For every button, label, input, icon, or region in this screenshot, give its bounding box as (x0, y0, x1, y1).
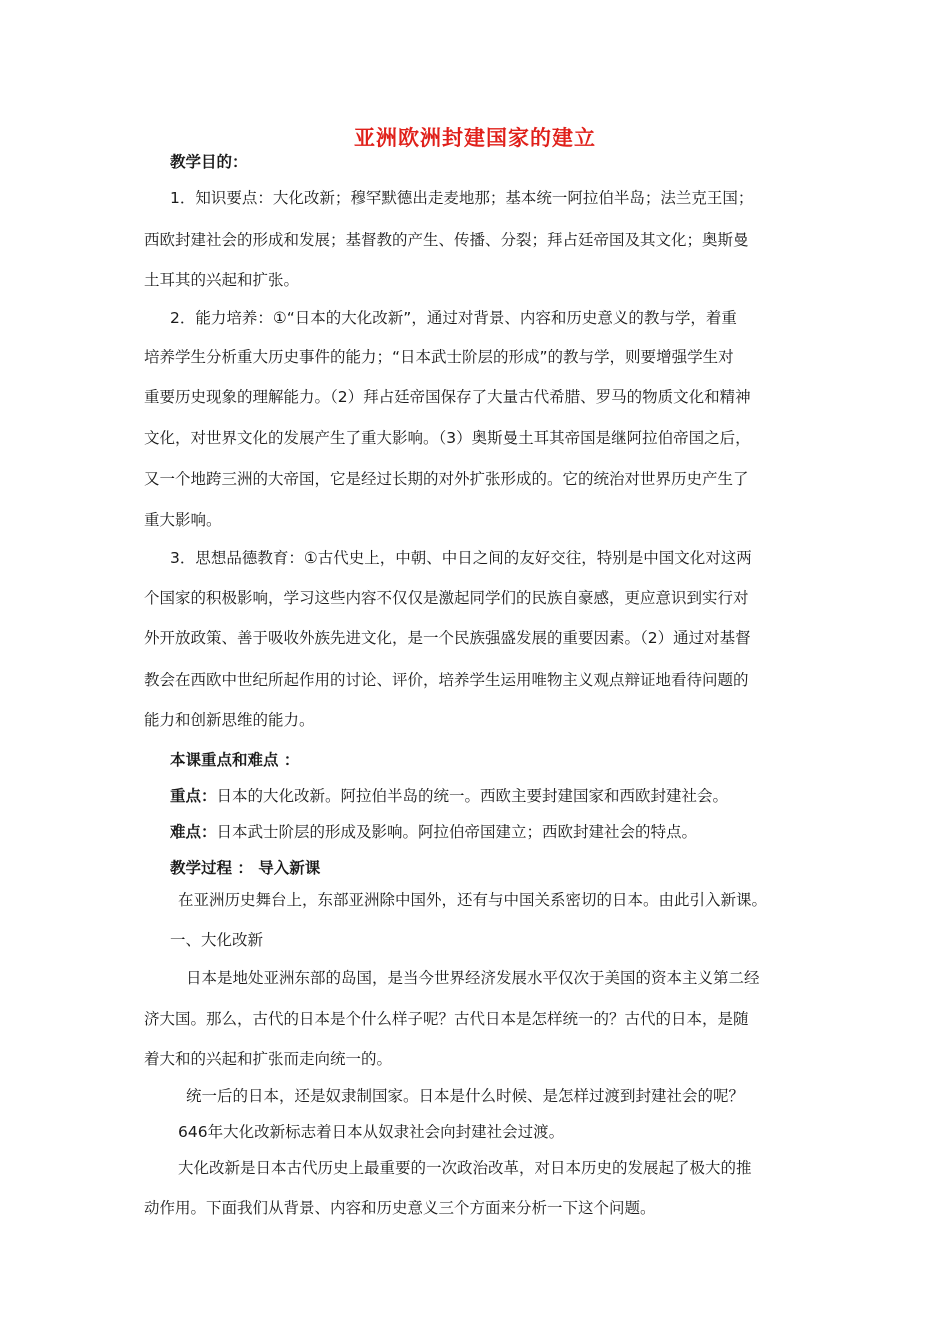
difficulty-label: 难点： (170, 823, 217, 841)
key-points-heading: 本课重点和难点 ： (170, 751, 300, 769)
objective1-line2: 西欧封建社会的形成和发展；基督教的产生、传播、分裂；拜占廷帝国及其文化；奥斯曼 (144, 231, 749, 249)
objective2-line2: 培养学生分析重大历史事件的能力；“日本武士阶层的形成”的教与学，则要增强学生对 (144, 348, 734, 366)
para3: 646年大化改新标志着日本从奴隶社会向封建社会过渡。 (178, 1123, 565, 1141)
objective2-line5: 又一个地跨三洲的大帝国，它是经过长期的对外扩张形成的。它的统治对世界历史产生了 (144, 470, 749, 488)
focus-text: 日本的大化改新。阿拉伯半岛的统一。西欧主要封建国家和西欧封建社会。 (216, 787, 729, 805)
objective3-line4: 教会在西欧中世纪所起作用的讨论、评价，培养学生运用唯物主义观点辩证地看待问题的 (144, 671, 749, 689)
objective1-line1: 1．知识要点：大化改新；穆罕默德出走麦地那；基本统一阿拉伯半岛；法兰克王国； (170, 189, 754, 207)
process-heading: 教学过程 ： 导入新课 (170, 859, 321, 877)
objective3-line3: 外开放政策、善于吸收外族先进文化，是一个民族强盛发展的重要因素。（2）通过对基督 (144, 629, 751, 647)
intro-paragraph: 在亚洲历史舞台上，东部亚洲除中国外，还有与中国关系密切的日本。由此引入新课。 (178, 891, 768, 909)
objective2-line4: 文化，对世界文化的发展产生了重大影响。（3）奥斯曼土耳其帝国是继阿拉伯帝国之后， (144, 429, 751, 447)
focus-label: 重点： (170, 787, 217, 805)
objective1-line3: 土耳其的兴起和扩张。 (144, 271, 300, 289)
document-title: 亚洲欧洲封建国家的建立 (354, 126, 596, 150)
para4-line2: 动作用。下面我们从背景、内容和历史意义三个方面来分析一下这个问题。 (144, 1199, 656, 1217)
para1-line1: 日本是地处亚洲东部的岛国，是当今世界经济发展水平仅次于美国的资本主义第二经 (186, 969, 760, 987)
difficulty-text: 日本武士阶层的形成及影响。阿拉伯帝国建立；西欧封建社会的特点。 (216, 823, 698, 841)
objective3-line1: 3．思想品德教育：①古代史上，中朝、中日之间的友好交往，特别是中国文化对这两 (170, 549, 752, 567)
objective2-line6: 重大影响。 (144, 511, 222, 529)
objective3-line2: 个国家的积极影响，学习这些内容不仅仅是激起同学们的民族自豪感，更应意识到实行对 (144, 589, 749, 607)
objective3-line5: 能力和创新思维的能力。 (144, 711, 315, 729)
para2: 统一后的日本，还是奴隶制国家。日本是什么时候、是怎样过渡到封建社会的呢？ (186, 1087, 745, 1105)
para4-line1: 大化改新是日本古代历史上最重要的一次政治改革，对日本历史的发展起了极大的推 (178, 1159, 752, 1177)
para1-line2: 济大国。那么，古代的日本是个什么样子呢？古代日本是怎样统一的？古代的日本，是随 (144, 1010, 749, 1028)
objectives-heading: 教学目的： (170, 153, 248, 171)
focus-line (170, 786, 728, 806)
objective2-line1: 2．能力培养：①“日本的大化改新”，通过对背景、内容和历史意义的教与学，着重 (170, 309, 737, 327)
objective2-line3: 重要历史现象的理解能力。（2）拜占廷帝国保存了大量古代希腊、罗马的物质文化和精神 (144, 388, 751, 406)
para1-line3: 着大和的兴起和扩张而走向统一的。 (144, 1050, 393, 1068)
section1-heading: 一、大化改新 (170, 931, 264, 949)
difficulty-line (170, 822, 697, 842)
